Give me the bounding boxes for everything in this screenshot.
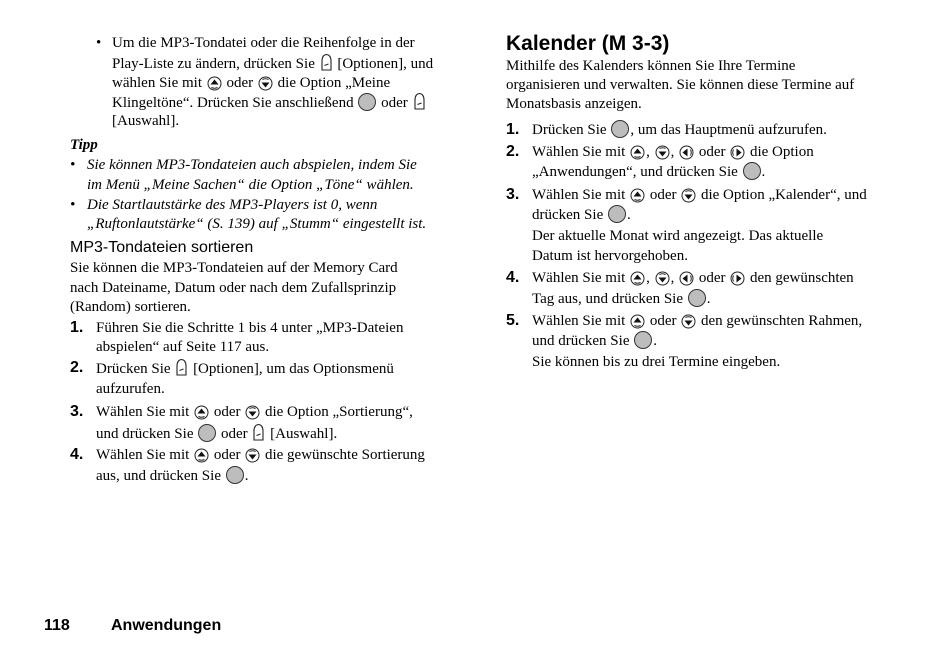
page-title: Kalender (M 3-3) xyxy=(506,32,670,55)
bullet-line: [Auswahl]. xyxy=(112,113,180,129)
nav-down-icon xyxy=(245,405,260,420)
step-line: Wählen Sie mit oder die Option „Kalender“, und xyxy=(532,187,867,203)
step-number: 3. xyxy=(506,186,520,203)
bullet-line: wählen Sie mit oder die Option „Meine xyxy=(112,75,391,91)
step-number: 1. xyxy=(506,121,520,138)
soft-key-icon xyxy=(320,53,333,72)
center-key-icon xyxy=(611,120,629,138)
center-key-icon xyxy=(358,93,376,111)
nav-down-icon xyxy=(681,188,696,203)
section-intro: (Random) sortieren. xyxy=(70,299,191,315)
step-line: Führen Sie die Schritte 1 bis 4 unter „MP3-Dateien xyxy=(96,320,404,336)
step-line: drücken Sie . xyxy=(532,207,631,223)
bullet-item: • xyxy=(96,35,102,51)
step-line: Der aktuelle Monat wird angezeigt. Das aktuelle xyxy=(532,228,824,244)
page-number: 118 xyxy=(44,617,70,634)
step-line: Wählen Sie mit , , oder den gewünschten xyxy=(532,270,854,286)
nav-up-icon xyxy=(194,448,209,463)
step-line: Drücken Sie [Optionen], um das Optionsmenü xyxy=(96,358,394,379)
step-number: 5. xyxy=(506,312,520,329)
step-line: Datum ist hervorgehoben. xyxy=(532,248,688,264)
step-number: 2. xyxy=(506,143,520,160)
footer-section-title: Anwendungen xyxy=(111,617,222,634)
soft-key-icon xyxy=(413,92,426,111)
center-key-icon xyxy=(198,424,216,442)
nav-down-icon xyxy=(258,76,273,91)
step-line: Wählen Sie mit oder die Option „Sortierung“, xyxy=(96,404,413,420)
nav-up-icon xyxy=(630,145,645,160)
nav-right-icon xyxy=(730,145,745,160)
section-intro: Sie können die MP3-Tondateien auf der Memory Card xyxy=(70,260,398,276)
step-line: und drücken Sie . xyxy=(532,333,657,349)
bullet-line: Um die MP3-Tondatei oder die Reihenfolge in der xyxy=(112,35,415,51)
step-line: und drücken Sie oder [Auswahl]. xyxy=(96,423,337,444)
center-key-icon xyxy=(226,466,244,484)
nav-up-icon xyxy=(194,405,209,420)
section-heading: MP3-Tondateien sortieren xyxy=(70,239,254,256)
section-intro: organisieren und verwalten. Sie können diese Termine auf xyxy=(506,77,855,93)
step-line: Drücken Sie , um das Hauptmenü aufzurufen. xyxy=(532,122,827,138)
step-number: 3. xyxy=(70,403,84,420)
step-number: 4. xyxy=(506,269,520,286)
center-key-icon xyxy=(608,205,626,223)
step-line: Sie können bis zu drei Termine eingeben. xyxy=(532,354,781,370)
bullet-line: Play-Liste zu ändern, drücken Sie [Optionen], und xyxy=(112,53,433,74)
soft-key-icon xyxy=(252,423,265,442)
tipp-bullet: • xyxy=(70,157,76,173)
section-intro: nach Dateiname, Datum oder nach dem Zufallsprinzip xyxy=(70,280,397,296)
step-number: 2. xyxy=(70,359,84,376)
nav-right-icon xyxy=(730,271,745,286)
nav-down-icon xyxy=(681,314,696,329)
bullet-line: Klingeltöne“. Drücken Sie anschließend oder xyxy=(112,92,427,113)
step-number: 4. xyxy=(70,446,84,463)
nav-down-icon xyxy=(245,448,260,463)
tipp-bullet: • xyxy=(70,197,76,213)
nav-up-icon xyxy=(630,271,645,286)
tipp-line: im Menü „Meine Sachen“ die Option „Töne“ wählen. xyxy=(87,177,414,193)
tipp-line: Sie können MP3-Tondateien auch abspielen, indem Sie xyxy=(87,157,417,173)
step-line: aufzurufen. xyxy=(96,381,165,397)
soft-key-icon xyxy=(175,358,188,377)
step-line: Wählen Sie mit oder die gewünschte Sortierung xyxy=(96,447,425,463)
step-line: aus, und drücken Sie . xyxy=(96,468,249,484)
nav-left-icon xyxy=(679,145,694,160)
step-number: 1. xyxy=(70,319,84,336)
nav-up-icon xyxy=(630,314,645,329)
step-line: Wählen Sie mit oder den gewünschten Rahmen, xyxy=(532,313,863,329)
step-line: Wählen Sie mit , , oder die Option xyxy=(532,144,814,160)
nav-down-icon xyxy=(655,145,670,160)
nav-down-icon xyxy=(655,271,670,286)
section-intro: Monatsbasis anzeigen. xyxy=(506,96,642,112)
center-key-icon xyxy=(634,331,652,349)
nav-up-icon xyxy=(207,76,222,91)
center-key-icon xyxy=(743,162,761,180)
nav-up-icon xyxy=(630,188,645,203)
nav-left-icon xyxy=(679,271,694,286)
step-line: abspielen“ auf Seite 117 aus. xyxy=(96,339,270,355)
tipp-heading: Tipp xyxy=(70,137,98,153)
step-line: „Anwendungen“, und drücken Sie . xyxy=(532,164,766,180)
center-key-icon xyxy=(688,289,706,307)
tipp-line: Die Startlautstärke des MP3-Players ist 0, wenn xyxy=(87,197,378,213)
section-intro: Mithilfe des Kalenders können Sie Ihre Termine xyxy=(506,58,796,74)
tipp-line: „Ruftonlautstärke“ (S. 139) auf „Stumm“ eingestellt ist. xyxy=(87,216,427,232)
step-line: Tag aus, und drücken Sie . xyxy=(532,291,711,307)
